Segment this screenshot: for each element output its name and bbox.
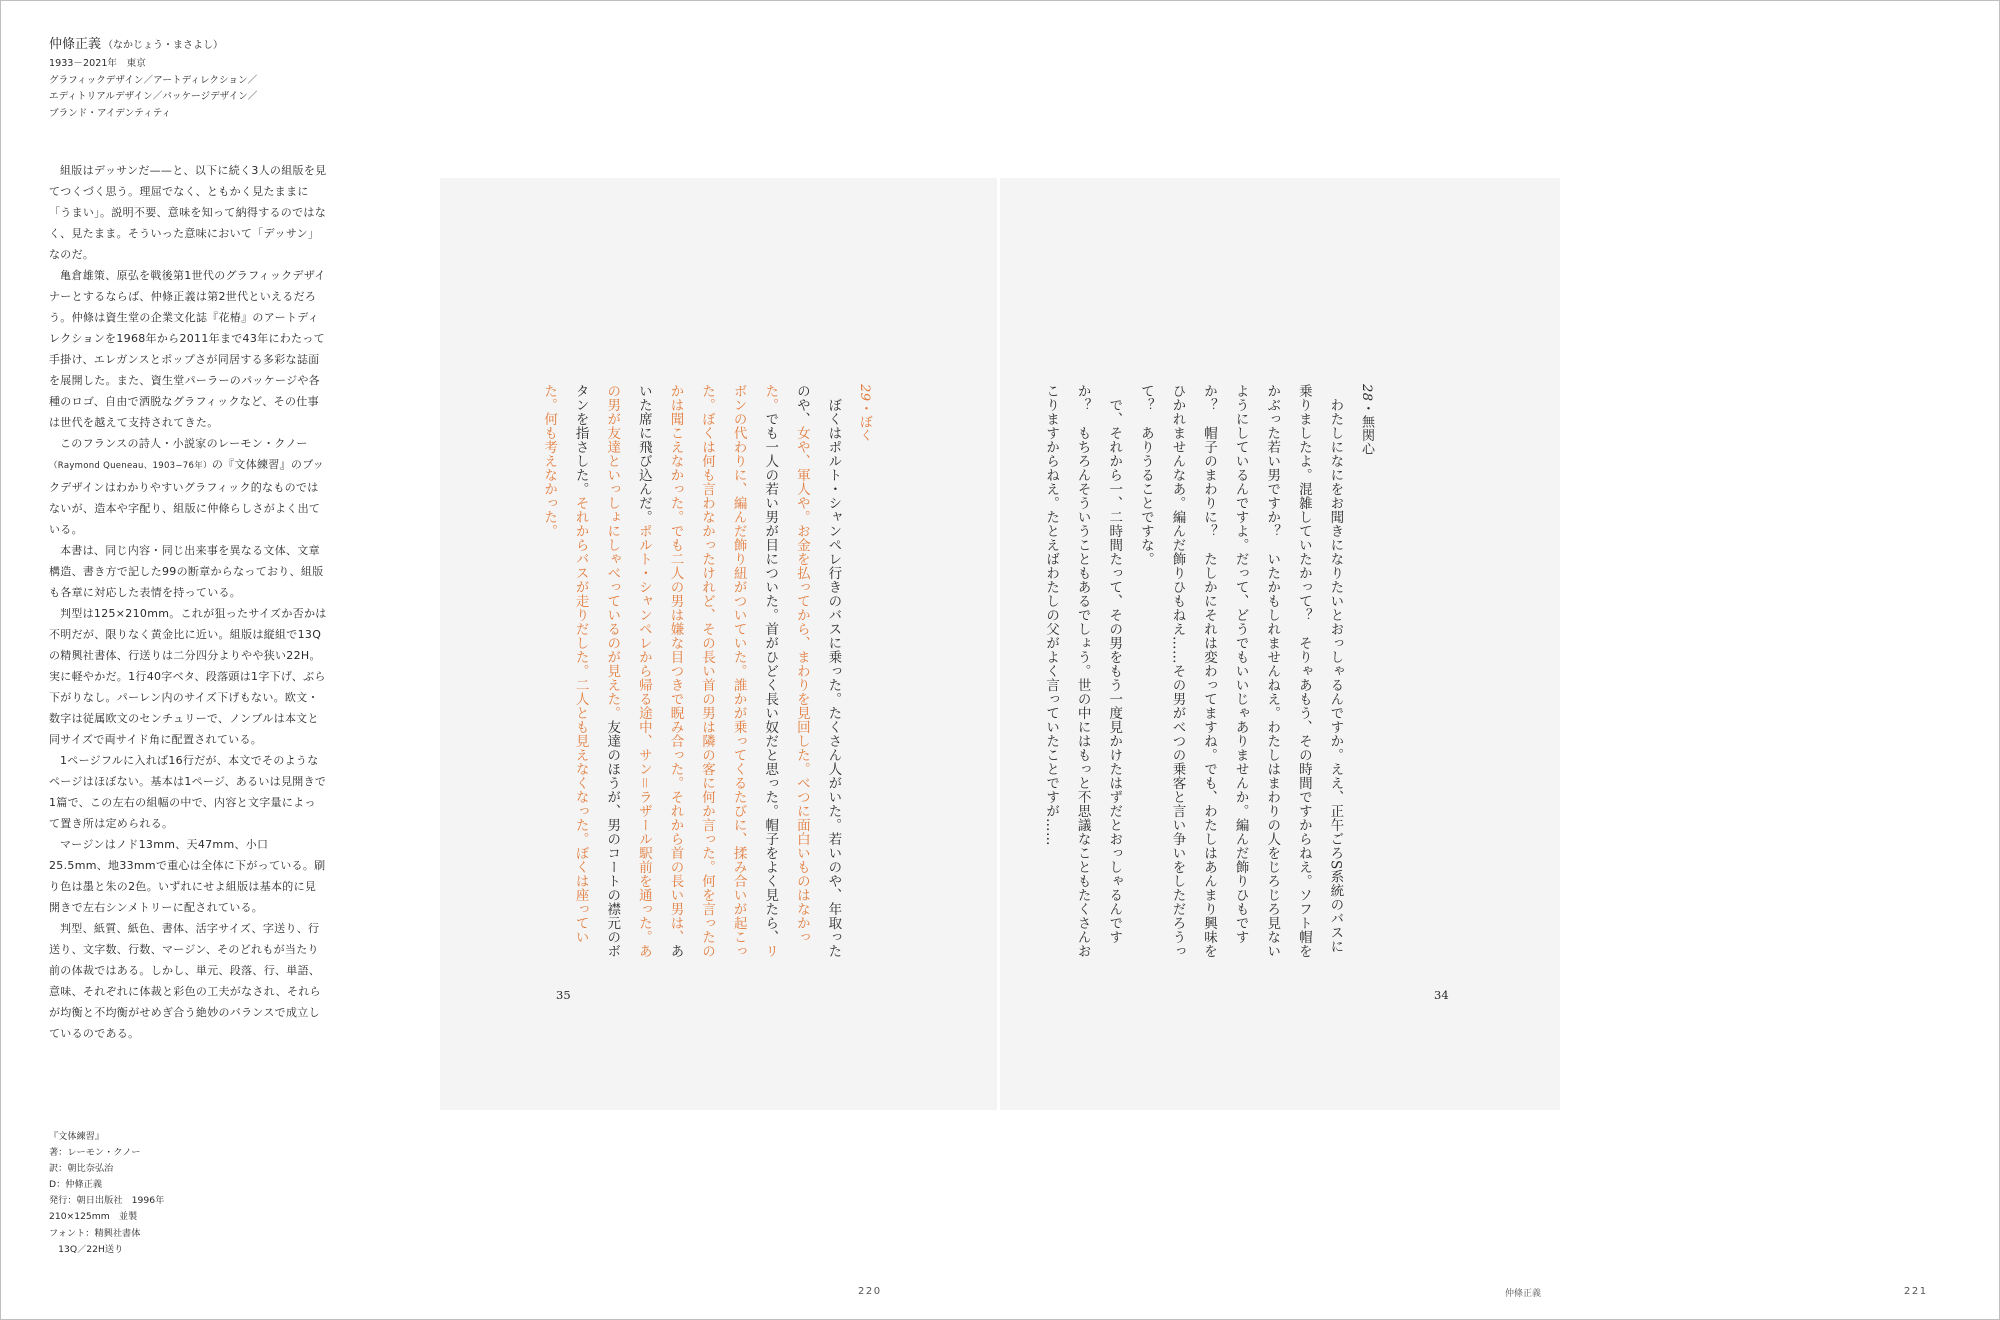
- essay-parenthetical: （Raymond Queneau、1903−76年）: [49, 461, 212, 471]
- text-segment-highlight: それからバスが走りだした。二人とも見えなくなった。ぼくは座っていた。何も考えなかった。: [541, 384, 589, 944]
- designer-name: 仲條正義: [49, 37, 102, 52]
- text-segment-highlight: ポルト・シャンペレから帰る途中、サン＝ラザール駅前を通った。あの男が友達といっしょにしゃべっているのが見えた。: [604, 384, 652, 958]
- designer-field-2: エディトリアルデザイン／パッケージデザイン／: [49, 91, 258, 102]
- colophon-designer: D：仲條正義: [49, 1179, 103, 1191]
- colophon-translator: 訳：朝比奈弘治: [49, 1163, 114, 1175]
- designer-years: 1933－2021年 東京: [49, 58, 146, 69]
- designer-name-kana: （なかじょう・まさよし）: [103, 40, 224, 51]
- section-number: 29: [857, 384, 872, 402]
- folio-right: 221: [1904, 1286, 1928, 1297]
- essay-body: [49, 160, 327, 1044]
- section-body-28: わたしになにをお聞きになりたいとおっしゃるんですか。ええ、正午ごろS系統のバスに乗りましたよ。混雑していたかって？ そりゃあもう、その時間ですからねえ。ソフト帽をかぶった若い男ですか？ いたかもしれませんねえ。わたしはまわりの人をじろじろ見ないようにしているんですよ。だって、どうでもいいじゃありませんか。編んだ飾りひもですか？ 帽子のまわりに？ たしかにそれは変わってますね。でも、わたしはあんまり興味をひかれませんなあ。編んだ飾りひもねえ……その男がべつの乗客と言い争いをしただろうって？ ありうることですな。: [1137, 384, 1344, 958]
- text-segment-highlight: 女や、軍人や。お金を払ってから、まわりを見回した。べつに面白いものはなかった。: [762, 384, 810, 944]
- section-label: ・無関心: [1359, 401, 1374, 456]
- colophon-title: 『文体練習』: [49, 1131, 105, 1142]
- text-segment-highlight: リボンの代わりに、編んだ飾り紐がついていた。誰かが乗ってくるたびに、揉み合いが起こった。: [699, 384, 779, 958]
- text-segment: 友達のほうが、男のコートの襟元のボタンを指さした。: [572, 384, 621, 958]
- section-body-29: [532, 384, 848, 964]
- section-title-29: [848, 384, 880, 964]
- colophon-format: 210×125mm 並製: [49, 1211, 138, 1223]
- essay-paragraph: 判型、紙質、紙色、書体、活字サイズ、字送り、行送り、文字数、行数、マージン、そのどれもが当たり前の体裁ではある。しかし、単元、段落、行、単語、意味、それぞれに体裁と彩色の工夫がなされ、それらが均衡と不均衡がせめぎ合う絶妙のバランスで成立しているのである。: [49, 922, 321, 1040]
- colophon-font: フォント：精興社書体: [49, 1227, 141, 1239]
- essay-paragraph: 組版はデッサンだ——と、以下に続く3人の組版を見てつくづく思う。理屈でなく、ともかく見たままに「うまい」。説明不要、意味を知って納得するのではなく、見たまま。そういった意味において「デッサン」なのだ。: [49, 164, 327, 261]
- essay-paragraph: [49, 433, 327, 540]
- essay-text: の『文体練習』のブックデザインはわかりやすいグラフィック的なものではないが、造本や字配り、組版に仲條らしさがよく出ている。: [49, 458, 325, 536]
- essay-paragraph: 本書は、同じ内容・同じ出来事を異なる文体、文章構造、書き方で記した99の断章からなっており、組版も各章に対応した表情を持っている。: [49, 544, 324, 599]
- colophon-publisher: 発行：朝日出版社 1996年: [49, 1195, 165, 1207]
- text-segment: ぼくはポルト・シャンペレ行きのバスに乗った。たくさん人がいた。若いのや、年取ったのや、: [793, 384, 842, 958]
- essay-paragraph: 1ページフルに入れば16行だが、本文でそのようなページはほぼない。基本は1ページ、あるいは見開きで1篇で、この左右の組幅の中で、内容と文字量によって置き所は定められる。: [49, 754, 327, 830]
- essay-text: このフランスの詩人・小説家のレーモン・クノー: [60, 437, 308, 450]
- essay-paragraph: 亀倉雄策、原弘を戦後第1世代のグラフィックデザイナーとするならば、仲條正義は第2世代といえるだろう。仲條は資生堂の企業文化誌『花椿』のアートディレクションを1968年から2011年まで43年にわたって手掛け、エレガンスとポップさが同居する多彩な誌面を展開した。また、資生堂パーラーのパッケージや各種のロゴ、自由で洒脱なグラフィックなど、その仕事は世代を越えて支持されてきた。: [49, 269, 326, 429]
- spread-gutter: [997, 178, 1000, 1110]
- essay-paragraph: 判型は125×210mm。これが狙ったサイズか否かは不明だが、限りなく黄金比に近い。組版は縦組で13Qの精興社書体、行送りは二分四分よりやや狭い22H。実に軽やかだ。1行40字ベタ、段落頭は1字下げ、ぶら下がりなし。パーレン内のサイズ下げもない。欧文・数字は従属欧文のセンチュリーで、ノンブルは本文と同サイズで両サイド角に配置されている。: [49, 607, 327, 746]
- book-page-number: 35: [556, 988, 571, 1002]
- section-body-28: で、それから一、二時間たって、その男をもう一度見かけたはずだとおっしゃるんですか？ もちろんそういうこともあるでしょう。世の中にはもっと不思議なこともたくさんおこりますからねえ。たとえばわたしの父がよく言っていたことですが……: [1043, 384, 1123, 958]
- text-segment: でも一人の若い男が目についた。首がひどく長い奴だと思った。帽子をよく見たら、: [762, 412, 779, 944]
- book-colophon: [49, 1129, 309, 1258]
- colophon-author: 著：レーモン・クノー: [49, 1147, 141, 1159]
- book-page-number: 34: [1434, 988, 1449, 1002]
- designer-name-line: [49, 35, 339, 56]
- folio-left: 220: [858, 1286, 882, 1297]
- text-segment: あいた席に飛び込んだ。: [635, 384, 684, 958]
- essay-paragraph: マージンはノド13mm、天47mm、小口25.5mm、地33mmで重心は全体に下がっている。刷り色は墨と朱の2色。いずれにせよ組版は基本的に見開きで左右シンメトリーに配されている。: [49, 838, 326, 914]
- designer-header: [49, 35, 339, 122]
- running-head: 仲條正義: [1505, 1289, 1542, 1299]
- colophon-font-spec: 13Q／22H送り: [49, 1243, 124, 1255]
- section-number: 28: [1359, 384, 1374, 402]
- designer-field-1: グラフィックデザイン／アートディレクション／: [49, 74, 258, 86]
- vertical-text-28: [1034, 384, 1382, 964]
- section-title-28: [1350, 384, 1382, 964]
- text-segment-highlight: ぼくは何も言わなかったけれど、その長い首の男は隣の客に何か言った。何を言ったのかは聞こえなかった。でも二人の男は嫌な目つきで睨み合った。それから首の長い男は、: [667, 384, 716, 958]
- section-label: ・ぼく: [857, 401, 872, 443]
- vertical-text-29: [532, 384, 880, 964]
- designer-field-3: ブランド・アイデンティティ: [49, 107, 172, 119]
